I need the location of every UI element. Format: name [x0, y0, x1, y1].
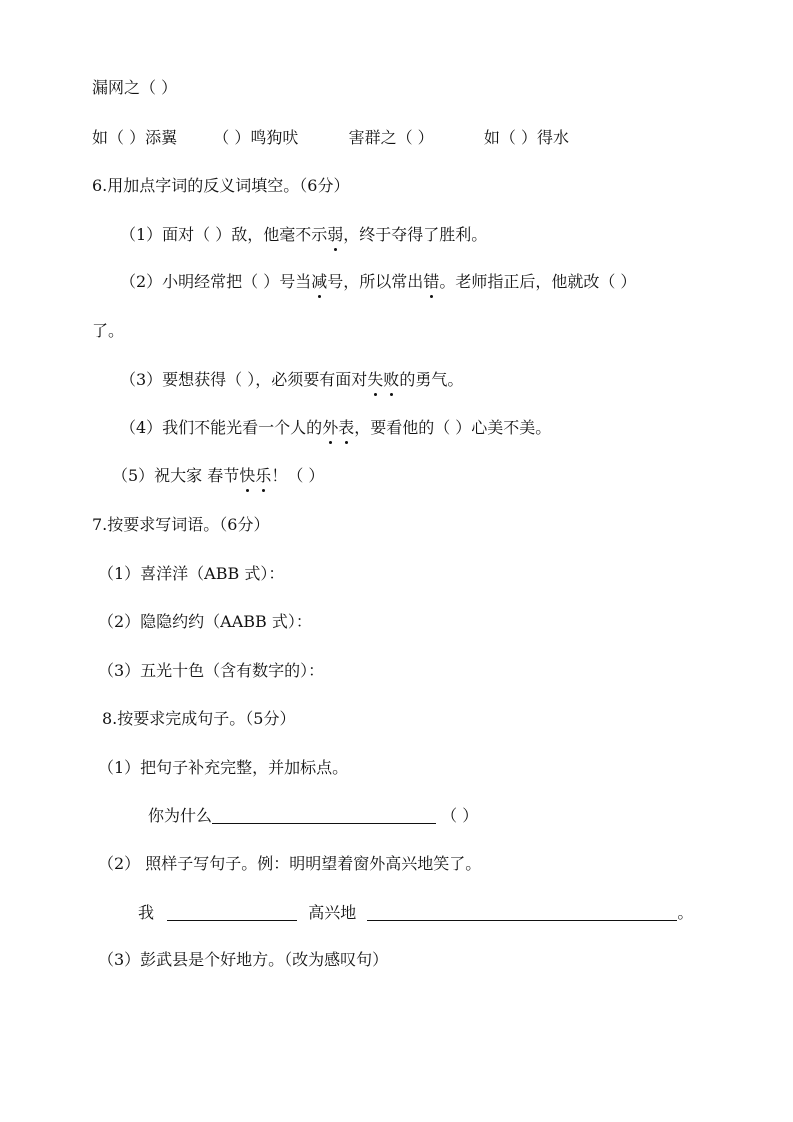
idiom-text-4: 得水: [536, 128, 569, 147]
q6-s5-text-a: （5）祝大家 春节: [112, 466, 240, 485]
q5-idiom-row: [92, 128, 569, 148]
q8-p1-paren: （ ）: [441, 806, 479, 825]
q5-line-1: 漏网之（ ）: [92, 78, 178, 97]
q8-p2-subject: 我: [138, 903, 155, 922]
emphasis-char: 快: [239, 466, 256, 485]
answer-line[interactable]: [367, 904, 677, 921]
idiom-blank-4: 如（ ）: [483, 128, 537, 147]
q8-part-1: （1）把句子补充完整，并加标点。: [98, 758, 349, 777]
q6-sentence-1: [120, 225, 487, 245]
q6-s3-text-b: 的勇气。: [399, 370, 464, 389]
q6-s4-text-a: （4）我们不能光看一个人的: [120, 418, 323, 437]
q8-part-1-sentence: [148, 806, 478, 826]
q8-p2-adverb: 高兴地: [308, 903, 357, 922]
q6-s4-text-b: ，要看他的（ ）心美不美。: [354, 418, 552, 437]
q6-s2-text-b: 号，所以常出: [327, 272, 424, 291]
q6-s1-text-b: ，终于夺得了胜利。: [343, 225, 488, 244]
q8-part-2: （2） 照样子写句子。例：明明望着窗外高兴地笑了。: [98, 854, 482, 873]
q6-sentence-5: [112, 466, 324, 486]
answer-line[interactable]: [167, 904, 297, 921]
emphasis-char: 弱: [327, 225, 344, 244]
emphasis-char: 乐: [255, 466, 272, 485]
q8-p2-period: 。: [677, 903, 694, 922]
answer-line[interactable]: [212, 807, 436, 824]
q6-s3-text-a: （3）要想获得（ ），必须要有面对: [120, 370, 368, 389]
q6-sentence-2: [120, 272, 636, 292]
q6-sentence-3: [120, 370, 463, 390]
idiom-text-1: 添翼: [145, 128, 178, 147]
idiom-blank-1: 如（ ）: [92, 128, 146, 147]
emphasis-char: 错: [423, 272, 440, 291]
q8-p1-prefix: 你为什么: [148, 806, 213, 825]
idiom-text-2: 鸣狗吠: [250, 128, 299, 147]
q6-s2-text-c: 。老师指正后，他就改（ ）: [439, 272, 637, 291]
q7-item-3: （3）五光十色（含有数字的）：: [98, 661, 325, 680]
emphasis-char: 减: [311, 272, 328, 291]
emphasis-char: 外: [322, 418, 339, 437]
emphasis-char: 失: [367, 370, 384, 389]
emphasis-char: 败: [383, 370, 400, 389]
q8-title: 8.按要求完成句子。（5分）: [102, 709, 296, 728]
idiom-blank-2: （ ）: [213, 128, 251, 147]
q7-item-1: （1）喜洋洋（ABB 式）：: [98, 564, 285, 583]
q6-sentence-2-cont: 了。: [92, 321, 125, 340]
emphasis-char: 表: [338, 418, 355, 437]
q6-s2-text-a: （2）小明经常把（ ）号当: [120, 272, 312, 291]
q7-title: 7.按要求写词语。（6分）: [92, 515, 270, 534]
idiom-blank-3: 害群之（ ）: [348, 128, 434, 147]
q6-title: 6.用加点字词的反义词填空。（6分）: [92, 176, 350, 195]
q8-part-3: （3）彭武县是个好地方。（改为感叹句）: [98, 950, 389, 969]
q6-s5-text-b: ！（ ）: [271, 466, 325, 485]
q6-sentence-4: [120, 418, 551, 438]
q7-item-2: （2）隐隐约约（AABB 式）：: [98, 612, 312, 631]
q6-s1-text-a: （1）面对（ ）敌，他毫不示: [120, 225, 328, 244]
q8-part-2-sentence: [138, 903, 693, 923]
